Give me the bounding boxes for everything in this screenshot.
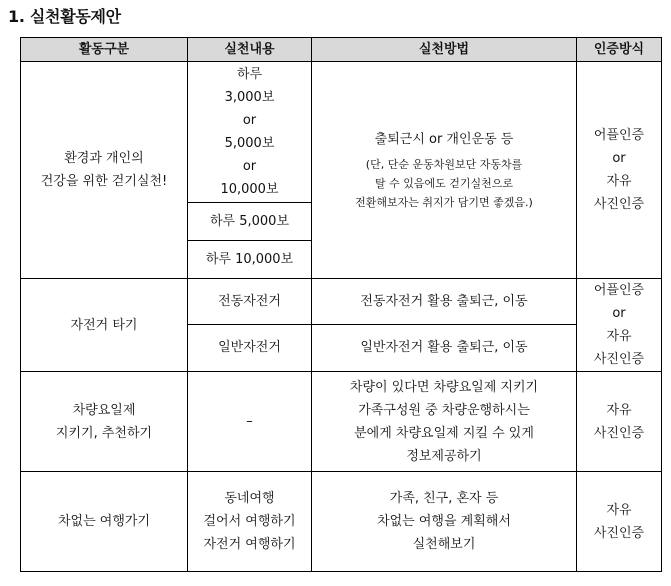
carfree-method-line: 가족, 친구, 혼자 등 (389, 491, 499, 506)
activity-table (20, 37, 662, 572)
header-category: 활동구분 (21, 38, 188, 62)
walking-content-line: or (242, 113, 257, 128)
walking-auth-line: 사진인증 (593, 197, 645, 212)
walking-content-line: 10,000보 (220, 182, 279, 197)
walking-category-cell (21, 62, 188, 279)
header-auth: 인증방식 (577, 38, 662, 62)
carfree-method-line: 실천해보기 (412, 537, 476, 552)
car-rest-method-line: 분에게 차량요일제 지킬 수 있게 (354, 425, 534, 441)
car-rest-auth-cell (577, 372, 662, 472)
walking-content-line: or (242, 159, 257, 174)
carfree-content-cell (188, 472, 312, 572)
car-rest-method-cell (312, 372, 577, 472)
carfree-method-cell (312, 472, 577, 572)
car-rest-method-line: 가족구성원 중 차량운행하시는 (358, 402, 530, 418)
table-row (21, 372, 662, 472)
carfree-content-line: 걸어서 여행하기 (203, 514, 296, 529)
carfree-category-cell: 차없는 여행가기 (21, 472, 188, 572)
bike-auth-line: or (612, 306, 626, 321)
carfree-auth-cell (577, 472, 662, 572)
walking-content-cell (188, 62, 312, 203)
walking-auth-line: 어플인증 (593, 128, 645, 143)
car-rest-auth-line: 자유 (606, 402, 632, 418)
carfree-auth-line: 사진인증 (593, 525, 645, 541)
table-row (21, 472, 662, 572)
table-row (21, 279, 662, 325)
walking-category-line: 환경과 개인의 (64, 151, 144, 166)
walking-category-line: 건강을 위한 걷기실천! (40, 174, 168, 189)
car-rest-content-cell: – (188, 372, 312, 472)
bike-auth-line: 사진인증 (593, 352, 645, 367)
car-rest-method-line: 정보제공하기 (406, 448, 482, 464)
walking-auth-line: 자유 (606, 174, 632, 189)
car-rest-category-line: 차량요일제 (72, 402, 136, 418)
car-rest-category-cell (21, 372, 188, 472)
bike-content2-cell: 일반자전거 (188, 324, 312, 371)
walking-method-note: (단, 단순 운동차원보단 자동차를 (365, 158, 523, 171)
header-method: 실천방법 (312, 38, 577, 62)
bike-auth-line: 자유 (606, 329, 632, 344)
walking-method-cell (312, 62, 577, 279)
walking-method-note: 전환해보자는 취지가 담기면 좋겠음.) (355, 196, 533, 209)
bike-content1-cell: 전동자전거 (188, 279, 312, 325)
table-header-row (21, 38, 662, 62)
carfree-auth-line: 자유 (606, 502, 632, 518)
walking-method-main: 출퇴근시 or 개인운동 등 (374, 132, 514, 147)
carfree-content-line: 자전거 여행하기 (203, 537, 296, 552)
carfree-content-line: 동네여행 (224, 491, 275, 506)
bike-category-cell: 자전거 타기 (21, 279, 188, 372)
walking-content-line: 하루 (236, 67, 263, 82)
bike-method2-cell: 일반자전거 활용 출퇴근, 이동 (312, 324, 577, 371)
walking-method-note: 탈 수 있음에도 걷기실천으로 (374, 177, 513, 190)
walking-auth-line: or (612, 151, 626, 166)
bike-method1-cell: 전동자전거 활용 출퇴근, 이동 (312, 279, 577, 325)
table-row (21, 62, 662, 203)
bike-auth-cell (577, 279, 662, 372)
car-rest-auth-line: 사진인증 (593, 425, 645, 441)
bike-auth-line: 어플인증 (593, 283, 645, 298)
header-content: 실천내용 (188, 38, 312, 62)
walking-auth-cell (577, 62, 662, 279)
carfree-method-line: 차없는 여행을 계획해서 (377, 514, 511, 529)
page-title: 1. 실천활동제안 (8, 7, 121, 26)
walking-content3-cell: 하루 10,000보 (188, 241, 312, 279)
car-rest-category-line: 지키기, 추천하기 (55, 425, 153, 441)
car-rest-method-line: 차량이 있다면 차량요일제 지키기 (349, 379, 539, 395)
walking-content-line: 5,000보 (224, 136, 275, 151)
walking-content2-cell: 하루 5,000보 (188, 203, 312, 241)
walking-content-line: 3,000보 (224, 90, 275, 105)
